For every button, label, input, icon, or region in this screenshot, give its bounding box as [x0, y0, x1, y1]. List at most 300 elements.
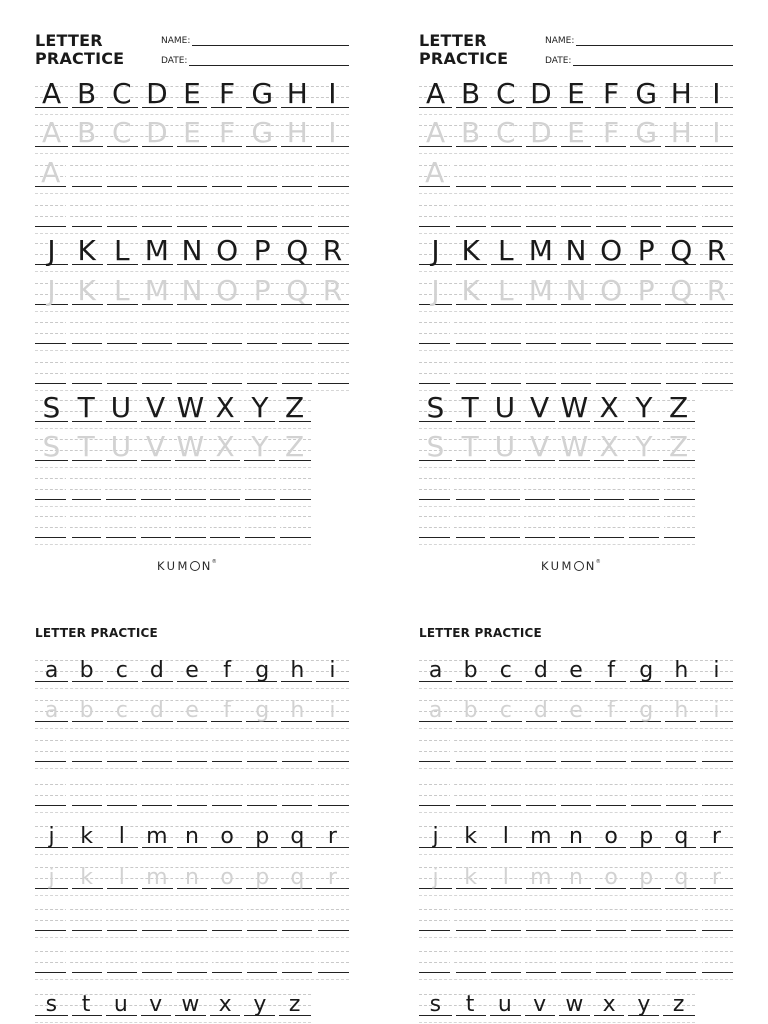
letter-cell[interactable]: [137, 740, 172, 762]
letter-cell[interactable]: [101, 516, 136, 538]
trace-letter: m: [530, 865, 552, 890]
name-field[interactable]: [545, 36, 733, 46]
letter-cell[interactable]: [241, 516, 276, 538]
letter-cell[interactable]: [590, 478, 625, 500]
letter-cell[interactable]: [35, 156, 66, 189]
letter-cell[interactable]: [627, 362, 662, 384]
letter-cell: [68, 660, 103, 682]
letter-cell[interactable]: [627, 909, 662, 931]
letter-cell[interactable]: [592, 909, 627, 931]
letter-cell[interactable]: [208, 362, 243, 384]
trace-letter: k: [464, 865, 478, 890]
trace-letter: M: [144, 274, 169, 307]
letter-cell[interactable]: [102, 205, 137, 227]
letter-cell[interactable]: [698, 909, 733, 931]
letter-cell: [279, 826, 314, 848]
date-field-line[interactable]: [573, 57, 733, 66]
letter-cell[interactable]: [137, 951, 172, 973]
model-letter: B: [77, 77, 97, 110]
letter-cell[interactable]: [278, 740, 313, 762]
letter-cell: [698, 77, 733, 110]
letter-cell[interactable]: [450, 909, 485, 931]
logo-text-left: KUM: [157, 559, 190, 573]
letter-cell[interactable]: [278, 951, 313, 973]
letter-cell[interactable]: [450, 951, 485, 973]
letter-cell[interactable]: [314, 951, 349, 973]
letter-cell[interactable]: [486, 951, 521, 973]
letter-cells: [35, 660, 349, 682]
letter-cell[interactable]: [35, 322, 66, 344]
letter-cell[interactable]: [243, 740, 278, 762]
letter-cell[interactable]: [243, 909, 278, 931]
letter-cell[interactable]: [102, 784, 137, 806]
trace-letter: X: [215, 430, 235, 463]
letter-cell[interactable]: [102, 740, 137, 762]
letter-cell[interactable]: [419, 322, 450, 344]
guide-line-under: [419, 1022, 695, 1023]
letter-cell[interactable]: [102, 951, 137, 973]
letter-cell[interactable]: [314, 909, 349, 931]
model-letter: f: [223, 658, 231, 683]
letter-cell[interactable]: [698, 951, 733, 973]
letter-cell[interactable]: [556, 205, 591, 227]
letter-cells: [419, 826, 733, 848]
letter-cell[interactable]: [137, 909, 172, 931]
letter-cell: [209, 826, 244, 848]
letter-cell[interactable]: [278, 362, 313, 384]
letter-cell[interactable]: [450, 205, 485, 227]
letter-cell[interactable]: [625, 478, 660, 500]
letter-cell[interactable]: [206, 516, 241, 538]
model-letter: G: [635, 77, 658, 110]
date-field[interactable]: [161, 56, 349, 66]
trace-letter: Q: [670, 274, 693, 307]
letter-cell: [593, 660, 628, 682]
letter-cell[interactable]: [419, 478, 450, 500]
model-letter: W: [176, 391, 205, 424]
model-letter: S: [426, 391, 445, 424]
letter-cell: [314, 826, 349, 848]
trace-letter: q: [290, 865, 305, 890]
letter-cell[interactable]: [66, 322, 101, 344]
letter-cell[interactable]: [521, 909, 556, 931]
letter-cell[interactable]: [66, 478, 101, 500]
letter-cell: [68, 274, 103, 307]
letter-cell: [452, 994, 487, 1016]
letter-cell[interactable]: [172, 165, 207, 187]
guide-line-under: [419, 114, 733, 115]
page-title: [419, 32, 508, 68]
letter-cell[interactable]: [698, 205, 733, 227]
letter-cell[interactable]: [208, 205, 243, 227]
letter-cell[interactable]: [450, 478, 485, 500]
letter-cell[interactable]: [66, 205, 101, 227]
letter-cell[interactable]: [208, 322, 243, 344]
model-letter: I: [328, 77, 337, 110]
model-letter: R: [706, 234, 727, 267]
trace-letter: r: [327, 865, 337, 890]
letter-cell[interactable]: [450, 165, 485, 187]
model-letter: r: [711, 824, 721, 849]
letter-cell[interactable]: [450, 784, 485, 806]
letter-cell[interactable]: [592, 205, 627, 227]
trace-row-3: [419, 430, 695, 463]
letter-cell[interactable]: [66, 909, 101, 931]
name-field[interactable]: [161, 36, 349, 46]
letter-cell[interactable]: [171, 516, 206, 538]
letter-cell[interactable]: [136, 478, 171, 500]
letter-cell[interactable]: [35, 478, 66, 500]
letter-cell[interactable]: [450, 362, 485, 384]
letter-cell: [487, 660, 522, 682]
practice-row-lower-1b: [419, 784, 733, 806]
letter-cell[interactable]: [172, 951, 207, 973]
letter-cell: [452, 234, 487, 267]
trace-letter: f: [607, 698, 615, 723]
letter-cell[interactable]: [102, 362, 137, 384]
letter-cell: [487, 77, 522, 110]
model-letter: b: [79, 658, 94, 683]
letter-cell[interactable]: [172, 740, 207, 762]
model-letter: K: [77, 234, 96, 267]
page-title: LETTER PRACTICE: [419, 626, 542, 640]
letter-cell[interactable]: [419, 205, 450, 227]
letter-cell[interactable]: [66, 740, 101, 762]
letter-cell[interactable]: [698, 165, 733, 187]
letter-cell[interactable]: [485, 516, 520, 538]
model-letter: s: [45, 992, 58, 1017]
letter-cell: [522, 867, 557, 889]
trace-letter: e: [185, 698, 199, 723]
letter-cell[interactable]: [419, 740, 450, 762]
letter-cell[interactable]: [35, 362, 66, 384]
letter-cell[interactable]: [243, 784, 278, 806]
letter-cell[interactable]: [171, 478, 206, 500]
example-trace-letter: A: [425, 156, 445, 189]
letter-cell[interactable]: [625, 516, 660, 538]
letter-cell[interactable]: [521, 165, 556, 187]
letter-cell[interactable]: [102, 322, 137, 344]
letter-cell[interactable]: [660, 516, 695, 538]
letter-cell[interactable]: [662, 205, 697, 227]
letter-cell[interactable]: [66, 784, 101, 806]
letter-cell[interactable]: [241, 478, 276, 500]
letter-cell[interactable]: [419, 784, 450, 806]
model-letter: f: [607, 658, 615, 683]
name-field-line[interactable]: [192, 37, 349, 46]
letter-cell[interactable]: [243, 165, 278, 187]
letter-cell[interactable]: [278, 165, 313, 187]
letter-cell[interactable]: [486, 205, 521, 227]
letter-cell: [522, 700, 557, 722]
letter-cell: [698, 660, 733, 682]
letter-cell[interactable]: [521, 362, 556, 384]
letter-cell: [557, 826, 592, 848]
letter-cell: [593, 826, 628, 848]
letter-cell[interactable]: [521, 951, 556, 973]
letter-cell: [173, 77, 208, 110]
practice-row-3a: [35, 478, 311, 500]
letter-cell[interactable]: [627, 165, 662, 187]
logo-text-right: N: [201, 559, 213, 573]
letter-cell[interactable]: [137, 784, 172, 806]
letter-cells: [419, 909, 733, 931]
letter-cell[interactable]: [136, 516, 171, 538]
letter-cell: [593, 867, 628, 889]
model-letter: a: [428, 658, 443, 683]
letter-cell: [103, 274, 138, 307]
letter-cell: [557, 274, 592, 307]
letter-cell: [452, 116, 487, 149]
letter-cell[interactable]: [592, 165, 627, 187]
letter-cell: [279, 660, 314, 682]
letter-cell[interactable]: [556, 784, 591, 806]
letter-cell: [68, 826, 103, 848]
letter-cells: [419, 156, 733, 189]
letter-cell[interactable]: [101, 478, 136, 500]
trace-letter: C: [111, 116, 132, 149]
letter-cell[interactable]: [556, 322, 591, 344]
letter-cell[interactable]: [172, 362, 207, 384]
letter-cell[interactable]: [486, 165, 521, 187]
letter-cell[interactable]: [314, 362, 349, 384]
letter-cells: [419, 867, 733, 889]
letter-cell[interactable]: [276, 516, 311, 538]
letter-cell: [242, 430, 277, 463]
guide-line-under: [419, 153, 733, 154]
letter-cell[interactable]: [243, 322, 278, 344]
letter-cell: [244, 116, 279, 149]
letter-cell[interactable]: [35, 205, 66, 227]
letter-cell[interactable]: [66, 165, 101, 187]
letter-cell[interactable]: [66, 516, 101, 538]
model-letter: D: [530, 77, 552, 110]
letter-cell[interactable]: [520, 478, 555, 500]
letter-cell[interactable]: [662, 362, 697, 384]
letter-cell: [452, 660, 487, 682]
letter-cell[interactable]: [520, 516, 555, 538]
model-letter: x: [602, 992, 616, 1017]
letter-cell[interactable]: [137, 362, 172, 384]
letter-cell[interactable]: [419, 909, 450, 931]
letter-cell[interactable]: [662, 951, 697, 973]
letter-cell[interactable]: [592, 362, 627, 384]
trace-letter: i: [329, 698, 336, 723]
letter-cell: [487, 700, 522, 722]
letter-cell[interactable]: [590, 516, 625, 538]
letter-cell[interactable]: [556, 951, 591, 973]
date-field-label: DATE:: [545, 56, 572, 66]
letter-cell[interactable]: [208, 784, 243, 806]
letter-cell: [698, 234, 733, 267]
letter-cell[interactable]: [592, 784, 627, 806]
guide-line-under: [419, 895, 733, 896]
trace-letter: D: [530, 116, 552, 149]
letter-cell[interactable]: [592, 322, 627, 344]
letter-cell[interactable]: [485, 478, 520, 500]
letter-cell[interactable]: [521, 740, 556, 762]
letter-cell[interactable]: [278, 205, 313, 227]
letter-cell[interactable]: [102, 165, 137, 187]
letter-cell: [314, 274, 349, 307]
letter-cell: [172, 391, 207, 424]
letter-cell[interactable]: [172, 784, 207, 806]
letter-cell: [419, 660, 452, 682]
letter-cell[interactable]: [662, 740, 697, 762]
model-letter: t: [81, 992, 91, 1017]
letter-cell[interactable]: [314, 165, 349, 187]
letter-cell[interactable]: [314, 205, 349, 227]
letter-cell[interactable]: [556, 909, 591, 931]
letter-cell[interactable]: [555, 478, 590, 500]
letter-cell[interactable]: [698, 322, 733, 344]
name-field-line[interactable]: [576, 37, 733, 46]
letter-cell[interactable]: [208, 165, 243, 187]
letter-cell[interactable]: [660, 478, 695, 500]
letter-cell: [557, 234, 592, 267]
letter-cell[interactable]: [450, 516, 485, 538]
model-row-lower-3: [419, 994, 695, 1016]
letter-cell: [173, 116, 208, 149]
letter-cell[interactable]: [243, 205, 278, 227]
letter-cell[interactable]: [419, 951, 450, 973]
letter-cell[interactable]: [450, 740, 485, 762]
letter-cell[interactable]: [66, 362, 101, 384]
letter-cell[interactable]: [698, 784, 733, 806]
letter-cell[interactable]: [276, 478, 311, 500]
letter-cell[interactable]: [556, 740, 591, 762]
letter-cell[interactable]: [137, 322, 172, 344]
letter-cell[interactable]: [698, 740, 733, 762]
trace-letter: A: [425, 116, 446, 149]
model-letter: W: [560, 391, 589, 424]
letter-cell[interactable]: [314, 322, 349, 344]
letter-cell: [593, 274, 628, 307]
letter-cell[interactable]: [662, 165, 697, 187]
guide-line-under: [35, 428, 311, 429]
letter-cell: [452, 274, 487, 307]
letter-cell[interactable]: [314, 740, 349, 762]
guide-line-under: [35, 153, 349, 154]
letter-cell: [35, 234, 68, 267]
letter-cell[interactable]: [521, 322, 556, 344]
letter-cell: [628, 660, 663, 682]
letter-cell[interactable]: [35, 516, 66, 538]
letter-cell[interactable]: [419, 362, 450, 384]
letter-cell[interactable]: [627, 740, 662, 762]
letter-cell[interactable]: [592, 740, 627, 762]
letter-cell: [68, 391, 103, 424]
letter-cell[interactable]: [698, 362, 733, 384]
letter-cell: [663, 116, 698, 149]
model-letter: q: [674, 824, 689, 849]
trace-letter: o: [220, 865, 234, 890]
letter-cells: [35, 156, 349, 189]
letter-cell[interactable]: [486, 362, 521, 384]
letter-cell[interactable]: [627, 951, 662, 973]
letter-cell: [68, 116, 103, 149]
letter-cell[interactable]: [662, 909, 697, 931]
letter-cell[interactable]: [486, 322, 521, 344]
guide-line-under: [35, 1022, 311, 1023]
letter-cell[interactable]: [208, 740, 243, 762]
letter-cell: [419, 116, 452, 149]
letter-cell[interactable]: [278, 784, 313, 806]
letter-cell[interactable]: [137, 205, 172, 227]
letter-cell[interactable]: [627, 205, 662, 227]
letter-cell[interactable]: [627, 322, 662, 344]
letter-cell[interactable]: [172, 909, 207, 931]
letter-cell[interactable]: [243, 362, 278, 384]
letter-cell: [487, 994, 522, 1016]
letter-cell[interactable]: [35, 909, 66, 931]
letter-cell: [626, 391, 661, 424]
letter-cell: [522, 826, 557, 848]
model-letter: Q: [286, 234, 309, 267]
letter-cell[interactable]: [627, 784, 662, 806]
letter-cell: [556, 391, 591, 424]
letter-cell[interactable]: [486, 909, 521, 931]
letter-cell[interactable]: [450, 322, 485, 344]
model-letter: h: [290, 658, 305, 683]
letter-cell[interactable]: [243, 951, 278, 973]
letter-cell[interactable]: [172, 205, 207, 227]
letter-cell[interactable]: [208, 951, 243, 973]
letter-cell: [242, 994, 277, 1016]
letter-cell[interactable]: [556, 165, 591, 187]
letter-cell[interactable]: [35, 784, 66, 806]
letter-cell[interactable]: [486, 784, 521, 806]
date-field[interactable]: [545, 56, 733, 66]
letter-cell[interactable]: [35, 740, 66, 762]
letter-cell[interactable]: [419, 156, 450, 189]
letter-cell[interactable]: [137, 165, 172, 187]
letter-cell[interactable]: [521, 784, 556, 806]
model-letter: v: [533, 992, 547, 1017]
letter-cells: [35, 322, 349, 344]
trace-letter: U: [110, 430, 132, 463]
letter-cell: [103, 234, 138, 267]
letter-cell[interactable]: [419, 516, 450, 538]
letter-cell[interactable]: [208, 909, 243, 931]
model-letter: m: [146, 824, 168, 849]
letter-cell[interactable]: [662, 784, 697, 806]
letter-cell[interactable]: [206, 478, 241, 500]
guide-line-under: [419, 979, 733, 980]
letter-cell[interactable]: [278, 322, 313, 344]
letter-cell[interactable]: [521, 205, 556, 227]
letter-cell[interactable]: [556, 362, 591, 384]
letter-cell[interactable]: [102, 909, 137, 931]
letter-cell: [209, 867, 244, 889]
letter-cell[interactable]: [662, 322, 697, 344]
letter-cells: [35, 391, 311, 424]
letter-cell[interactable]: [172, 322, 207, 344]
letter-cell: [244, 77, 279, 110]
letter-cell: [244, 700, 279, 722]
letter-cell[interactable]: [314, 784, 349, 806]
letter-cell[interactable]: [66, 951, 101, 973]
date-field-line[interactable]: [189, 57, 349, 66]
letter-cell[interactable]: [555, 516, 590, 538]
model-letter: V: [146, 391, 166, 424]
letter-cell[interactable]: [35, 951, 66, 973]
model-letter: F: [603, 77, 620, 110]
letter-cell[interactable]: [486, 740, 521, 762]
letter-cell[interactable]: [592, 951, 627, 973]
trace-letter: L: [497, 274, 514, 307]
letter-cell[interactable]: [278, 909, 313, 931]
